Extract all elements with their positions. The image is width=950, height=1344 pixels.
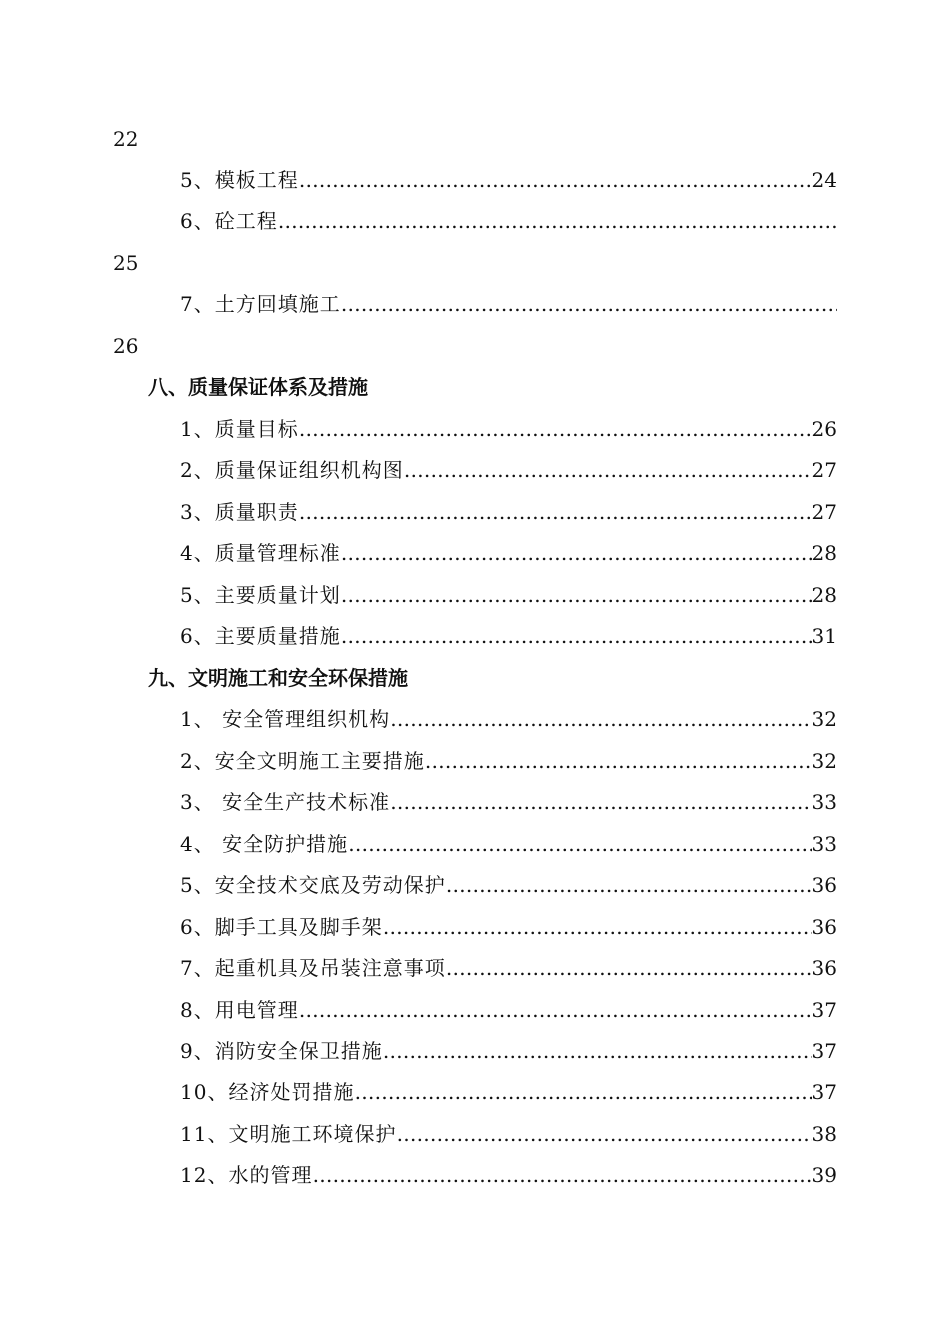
toc-leader-dots [354, 1077, 811, 1107]
toc-leader-dots [341, 580, 812, 610]
toc-entry[interactable] [180, 1036, 837, 1066]
toc-section-heading[interactable]: 八、质量保证体系及措施 [148, 375, 368, 399]
toc-page-number-orphan: 26 [113, 334, 139, 358]
toc-entry-label: 7、起重机具及吊装注意事项 [180, 956, 446, 980]
toc-entry-page: 36 [811, 873, 837, 897]
toc-entry[interactable] [180, 580, 837, 610]
toc-entry-page: 26 [811, 417, 837, 441]
toc-entry-page: 24 [811, 168, 837, 192]
toc-entry-label: 6、主要质量措施 [180, 624, 341, 648]
toc-entry-label: 5、安全技术交底及劳动保护 [180, 873, 446, 897]
toc-leader-dots [348, 829, 811, 859]
toc-entry-label: 2、安全文明施工主要措施 [180, 749, 425, 773]
toc-leader-dots [299, 165, 812, 195]
toc-entry-label: 12、水的管理 [180, 1163, 313, 1187]
toc-entry[interactable] [180, 206, 837, 236]
toc-leader-dots [425, 746, 812, 776]
toc-entry-label: 2、质量保证组织机构图 [180, 458, 404, 482]
toc-entry[interactable] [180, 289, 837, 319]
toc-page-number-orphan: 25 [113, 251, 139, 275]
toc-leader-dots [396, 1119, 811, 1149]
toc-entry-page: 38 [811, 1122, 837, 1146]
toc-leader-dots [341, 538, 812, 568]
toc-entry-label: 6、脚手工具及脚手架 [180, 915, 383, 939]
toc-entry[interactable] [180, 787, 837, 817]
toc-entry-page: 27 [811, 458, 837, 482]
toc-entry[interactable] [180, 870, 837, 900]
toc-entry[interactable] [180, 704, 837, 734]
toc-leader-dots [299, 497, 812, 527]
toc-entry-label: 1、 安全管理组织机构 [180, 707, 391, 731]
toc-entry-page: 36 [811, 956, 837, 980]
toc-leader-dots [446, 870, 812, 900]
toc-entry-label: 9、消防安全保卫措施 [180, 1039, 383, 1063]
toc-page-number-orphan: 22 [113, 127, 139, 151]
toc-entry[interactable] [180, 497, 837, 527]
toc-entry-label: 11、文明施工环境保护 [180, 1122, 397, 1146]
toc-entry-page: 32 [811, 707, 837, 731]
toc-entry-page: 27 [811, 500, 837, 524]
toc-entry[interactable] [180, 414, 837, 444]
toc-entry-page: 33 [811, 832, 837, 856]
toc-entry-page: 31 [811, 624, 837, 648]
toc-entry[interactable] [180, 455, 837, 485]
toc-entry[interactable] [180, 165, 837, 195]
toc-entry-label: 1、质量目标 [180, 417, 299, 441]
toc-leader-dots [390, 704, 811, 734]
toc-entry-page: 39 [811, 1163, 837, 1187]
toc-entry-label: 7、土方回填施工 [180, 292, 341, 316]
toc-entry[interactable] [180, 621, 837, 651]
toc-leader-dots [404, 455, 812, 485]
toc-entry-page: 33 [811, 790, 837, 814]
toc-entry[interactable] [180, 1160, 837, 1190]
toc-entry-page: 36 [811, 915, 837, 939]
toc-entry[interactable] [180, 1077, 837, 1107]
toc-entry[interactable] [180, 829, 837, 859]
toc-entry-page: 37 [811, 1039, 837, 1063]
toc-entry[interactable] [180, 953, 837, 983]
toc-entry[interactable] [180, 912, 837, 942]
toc-entry-label: 5、主要质量计划 [180, 583, 341, 607]
toc-entry-label: 3、质量职责 [180, 500, 299, 524]
toc-leader-dots [341, 621, 812, 651]
toc-entry[interactable] [180, 1119, 837, 1149]
toc-entry[interactable] [180, 995, 837, 1025]
toc-leader-dots [390, 787, 811, 817]
toc-entry-page: 32 [811, 749, 837, 773]
toc-entry-label: 4、 安全防护措施 [180, 832, 349, 856]
toc-leader-dots [383, 912, 812, 942]
toc-leader-dots [299, 995, 812, 1025]
toc-leader-dots [312, 1160, 811, 1190]
toc-entry-label: 8、用电管理 [180, 998, 299, 1022]
toc-leader-dots [341, 289, 837, 319]
toc-entry-label: 4、质量管理标准 [180, 541, 341, 565]
toc-entry-label: 10、经济处罚措施 [180, 1080, 355, 1104]
toc-entry-page: 28 [811, 583, 837, 607]
toc-entry-page: 37 [811, 1080, 837, 1104]
toc-entry[interactable] [180, 746, 837, 776]
toc-entry-label: 5、模板工程 [180, 168, 299, 192]
toc-entry-label: 3、 安全生产技术标准 [180, 790, 391, 814]
toc-section-heading[interactable]: 九、文明施工和安全环保措施 [148, 666, 408, 690]
toc-entry[interactable] [180, 538, 837, 568]
toc-leader-dots [278, 206, 837, 236]
toc-entry-page: 28 [811, 541, 837, 565]
toc-entry-page: 37 [811, 998, 837, 1022]
toc-leader-dots [383, 1036, 812, 1066]
toc-leader-dots [299, 414, 812, 444]
toc-leader-dots [446, 953, 812, 983]
toc-entry-label: 6、砼工程 [180, 209, 278, 233]
